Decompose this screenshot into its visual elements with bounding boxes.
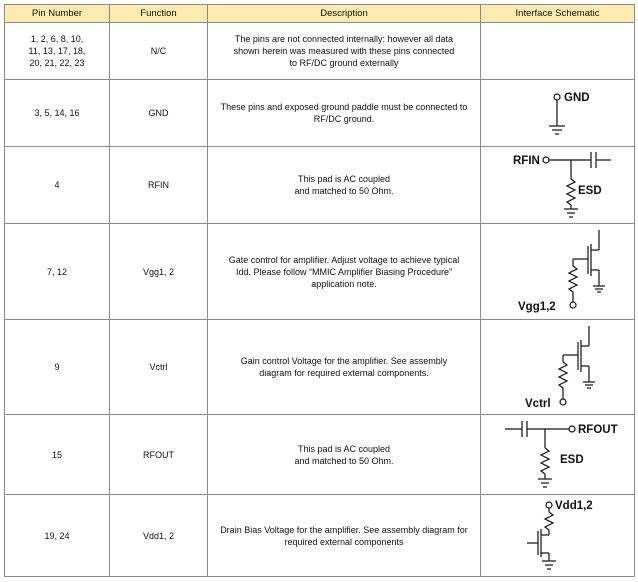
vctrl-label: Vctrl [525, 398, 551, 410]
description-cell: Drain Bias Voltage for the amplifier. See assembly diagram for required external components [208, 495, 481, 577]
description-cell: This pad is AC coupled and matched to 50 Ohm. [208, 147, 481, 224]
table-row [5, 80, 635, 147]
vgg-label: Vgg1,2 [518, 301, 556, 313]
description-cell: These pins and exposed ground paddle must be connected to RF/DC ground. [208, 80, 481, 147]
pin-description-table [4, 4, 635, 577]
rfin-esd-label: ESD [578, 185, 602, 197]
function-cell: Vctrl [110, 320, 208, 415]
table-row [5, 224, 635, 320]
pin-number-cell: 9 [5, 320, 110, 415]
table-row [5, 147, 635, 224]
schematic-gnd [481, 80, 635, 147]
function-cell: RFIN [110, 147, 208, 224]
header-pin-number: Pin Number [5, 5, 110, 23]
pin-number-cell: 3, 5, 14, 16 [5, 80, 110, 147]
rfout-esd-label: ESD [560, 454, 584, 466]
pin-number-cell: 15 [5, 415, 110, 495]
table-row [5, 495, 635, 577]
description-cell: The pins are not connected internally: however all data shown herein was measured with these pins connected to RF/DC ground externally [208, 23, 481, 80]
schematic-rfout [481, 415, 635, 495]
vdd-label: Vdd1,2 [555, 500, 593, 512]
schematic-vdd [481, 495, 635, 577]
description-cell: This pad is AC coupled and matched to 50 Ohm. [208, 415, 481, 495]
description-cell: Gain control Voltage for the amplifier. See assembly diagram for required external components. [208, 320, 481, 415]
pin-number-cell: 19, 24 [5, 495, 110, 577]
description-cell: Gate control for amplifier. Adjust voltage to achieve typical Idd. Please follow “MMIC Amplifier Biasing Procedure” application note. [208, 224, 481, 320]
schematic-vctrl [481, 320, 635, 415]
function-cell: Vgg1, 2 [110, 224, 208, 320]
table-row [5, 415, 635, 495]
function-cell: RFOUT [110, 415, 208, 495]
schematic-rfin [481, 147, 635, 224]
pin-number-cell: 4 [5, 147, 110, 224]
function-cell: Vdd1, 2 [110, 495, 208, 577]
function-cell: N/C [110, 23, 208, 80]
pin-number-cell: 1, 2, 6, 8, 10, 11, 13, 17, 18, 20, 21, 22, 23 [5, 23, 110, 80]
table-row [5, 23, 635, 80]
table-row [5, 320, 635, 415]
schematic-cell-empty [481, 23, 635, 80]
header-function: Function [110, 5, 208, 23]
header-schematic: Interface Schematic [481, 5, 635, 23]
table-header-row [5, 5, 635, 23]
function-cell: GND [110, 80, 208, 147]
rfin-label: RFIN [513, 155, 540, 167]
header-description: Description [208, 5, 481, 23]
pin-number-cell: 7, 12 [5, 224, 110, 320]
gnd-label: GND [564, 92, 590, 104]
rfout-label: RFOUT [578, 424, 618, 436]
schematic-vgg [481, 224, 635, 320]
